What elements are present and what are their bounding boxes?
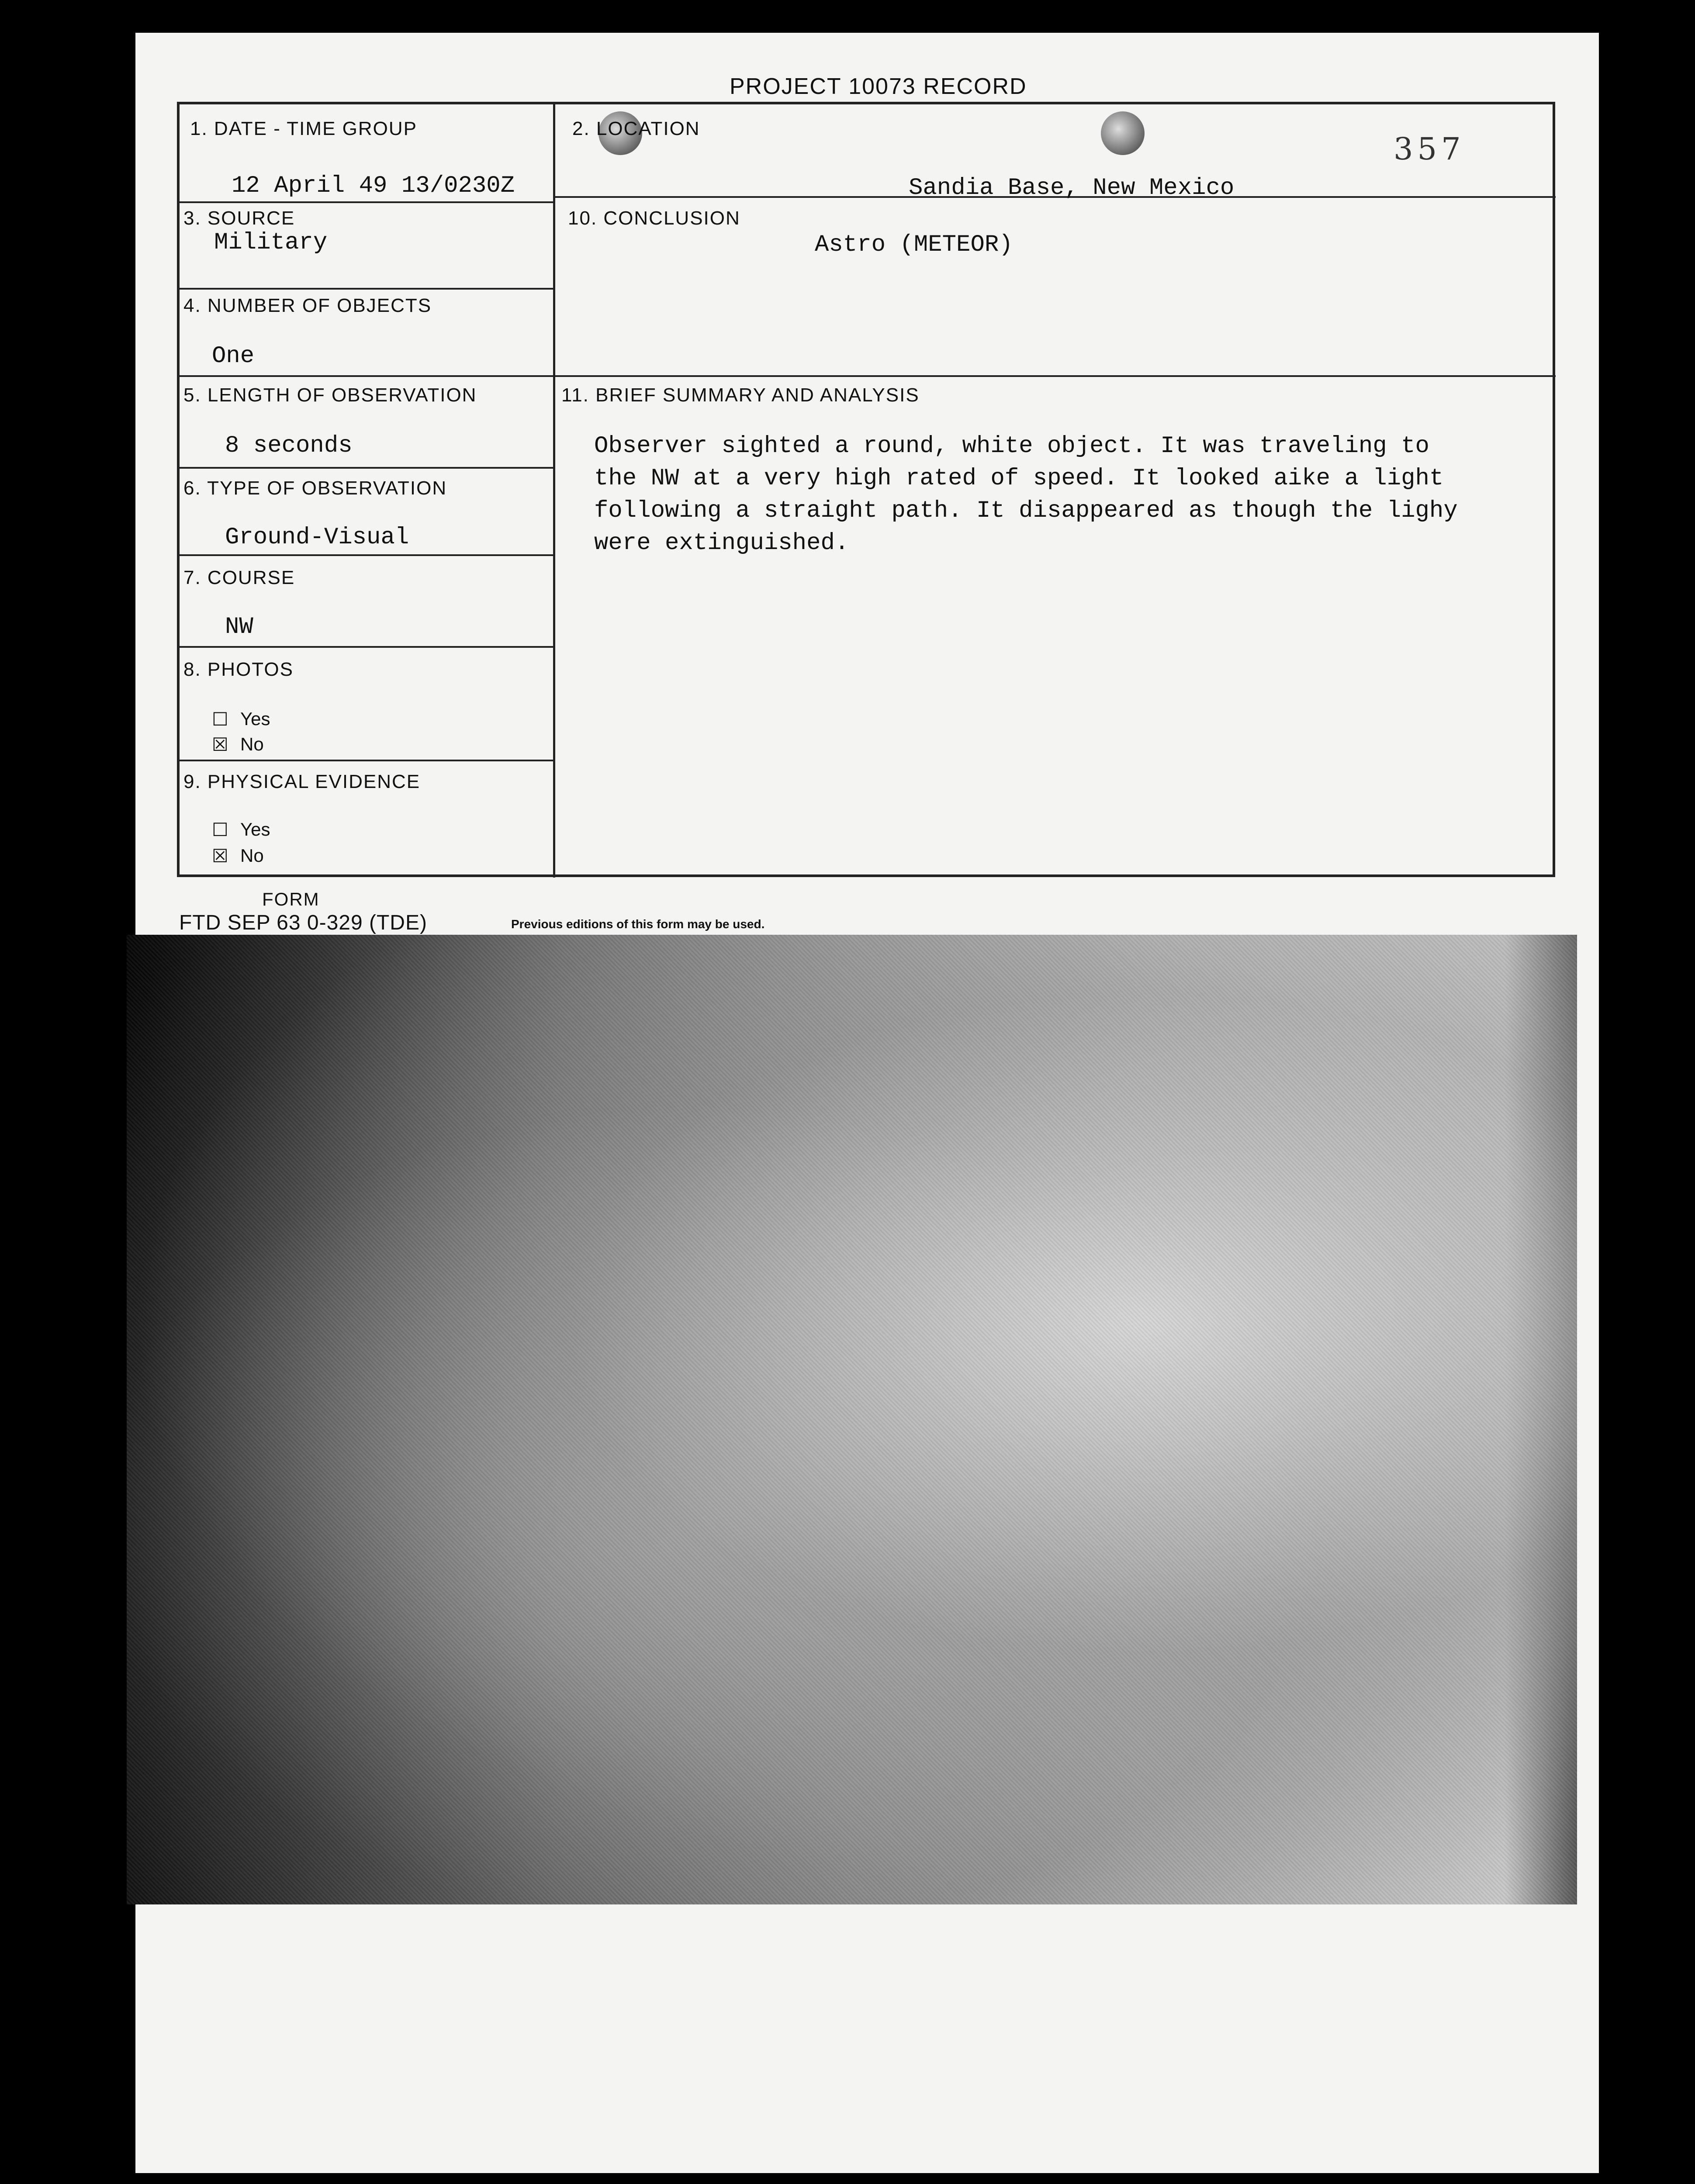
handwritten-page-number: 357 xyxy=(1394,131,1465,167)
divider xyxy=(180,554,553,556)
degraded-photo-area xyxy=(127,935,1577,1904)
summary-label: 11. BRIEF SUMMARY AND ANALYSIS xyxy=(561,384,920,406)
divider xyxy=(180,646,553,648)
physical-evidence-no-checkbox[interactable]: ☒ xyxy=(212,846,228,866)
type-of-observation-value: Ground-Visual xyxy=(225,524,409,551)
form-label: FORM xyxy=(262,889,320,909)
course-label: 7. COURSE xyxy=(183,567,295,588)
form-title: PROJECT 10073 RECORD xyxy=(730,74,1027,99)
divider xyxy=(180,288,553,290)
number-of-objects-value: One xyxy=(212,343,255,370)
photos-no-label: No xyxy=(240,734,264,754)
divider xyxy=(180,467,553,469)
photos-no-checkbox[interactable]: ☒ xyxy=(212,734,228,755)
conclusion-value: Astro (METEOR) xyxy=(815,232,1013,258)
photos-yes-label: Yes xyxy=(240,708,270,729)
location-value: Sandia Base, New Mexico xyxy=(909,175,1235,201)
length-of-observation-value: 8 seconds xyxy=(225,432,353,459)
physical-evidence-no-label: No xyxy=(240,845,264,866)
divider xyxy=(180,201,553,203)
source-value: Military xyxy=(214,229,328,256)
photos-yes-checkbox[interactable]: ☐ xyxy=(212,709,228,729)
number-of-objects-label: 4. NUMBER OF OBJECTS xyxy=(183,295,432,316)
form-id: FTD SEP 63 0-329 (TDE) xyxy=(179,911,427,934)
physical-evidence-yes-checkbox[interactable]: ☐ xyxy=(212,819,228,840)
conclusion-label: 10. CONCLUSION xyxy=(568,207,740,229)
divider xyxy=(180,760,553,761)
date-time-label: 1. DATE - TIME GROUP xyxy=(190,118,417,139)
divider xyxy=(553,375,1556,377)
physical-evidence-label: 9. PHYSICAL EVIDENCE xyxy=(183,771,421,792)
source-label: 3. SOURCE xyxy=(183,207,295,229)
course-value: NW xyxy=(225,614,253,640)
photos-label: 8. PHOTOS xyxy=(183,659,294,680)
location-label: 2. LOCATION xyxy=(572,118,700,139)
form-note: Previous editions of this form may be used. xyxy=(511,917,765,931)
date-time-value: 12 April 49 13/0230Z xyxy=(232,173,515,199)
divider xyxy=(180,375,553,377)
length-of-observation-label: 5. LENGTH OF OBSERVATION xyxy=(183,384,477,406)
physical-evidence-yes-label: Yes xyxy=(240,819,270,840)
summary-text: Observer sighted a round, white object. It was traveling to the NW at a very high rated of speed. It looked aike a light following a straight path. It disappeared as though the lighy were extinguished. xyxy=(594,433,1458,556)
column-divider xyxy=(553,104,555,878)
type-of-observation-label: 6. TYPE OF OBSERVATION xyxy=(183,477,447,499)
